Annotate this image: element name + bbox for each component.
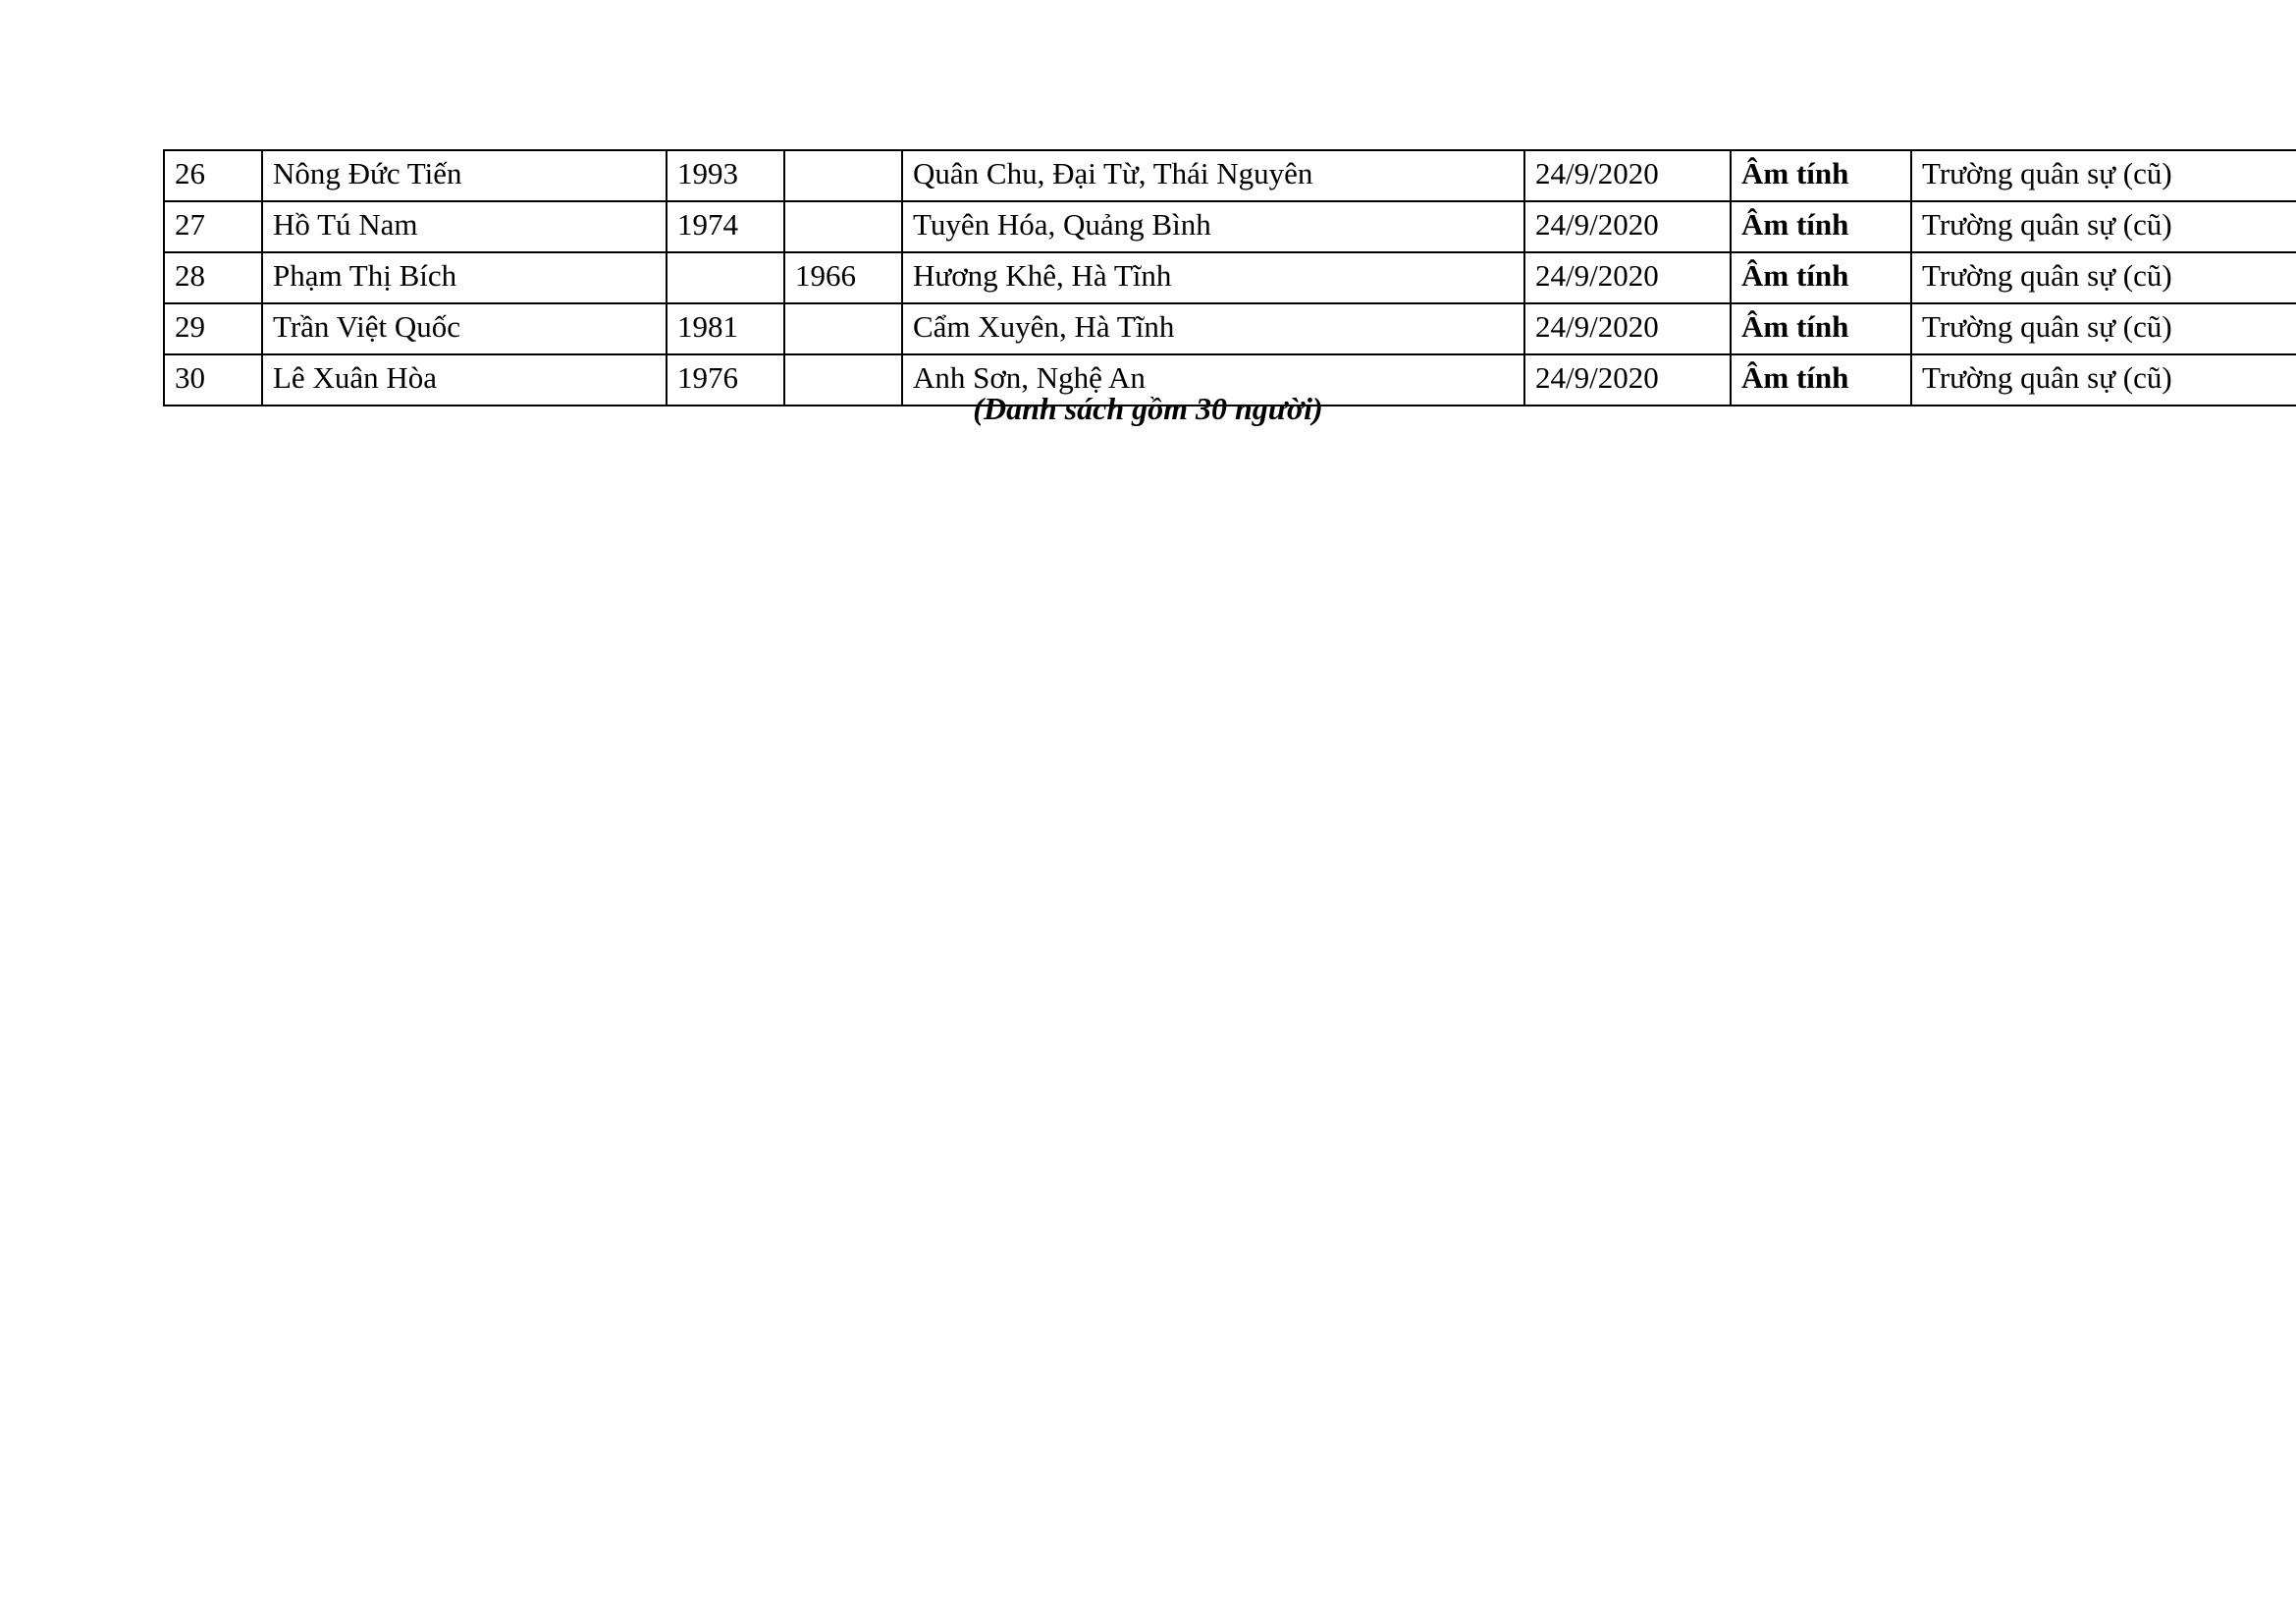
- cell-result: Âm tính: [1731, 303, 1911, 354]
- cell-year-birth: [667, 252, 784, 303]
- cell-result: Âm tính: [1731, 150, 1911, 201]
- cell-name: Nông Đức Tiến: [262, 150, 667, 201]
- cell-note: Trường quân sự (cũ): [1911, 201, 2296, 252]
- cell-address: Quân Chu, Đại Từ, Thái Nguyên: [902, 150, 1524, 201]
- cell-address: Cẩm Xuyên, Hà Tĩnh: [902, 303, 1524, 354]
- cell-stt: 29: [164, 303, 262, 354]
- cell-stt: 30: [164, 354, 262, 406]
- cell-year-birth: 1993: [667, 150, 784, 201]
- cell-year-birth-alt: 1966: [784, 252, 902, 303]
- cell-address: Hương Khê, Hà Tĩnh: [902, 252, 1524, 303]
- cell-address: Tuyên Hóa, Quảng Bình: [902, 201, 1524, 252]
- cell-result: Âm tính: [1731, 252, 1911, 303]
- cell-year-birth-alt: [784, 150, 902, 201]
- table-body: [164, 150, 2296, 406]
- cell-date: 24/9/2020: [1524, 201, 1731, 252]
- cell-year-birth: 1976: [667, 354, 784, 406]
- cell-stt: 26: [164, 150, 262, 201]
- table-row: [164, 252, 2296, 303]
- cell-note: Trường quân sự (cũ): [1911, 150, 2296, 201]
- cell-note: Trường quân sự (cũ): [1911, 252, 2296, 303]
- cell-stt: 27: [164, 201, 262, 252]
- cell-date: 24/9/2020: [1524, 150, 1731, 201]
- list-total-note: (Danh sách gồm 30 người): [973, 391, 1323, 426]
- cell-name: Hồ Tú Nam: [262, 201, 667, 252]
- cell-year-birth: 1981: [667, 303, 784, 354]
- cell-name: Lê Xuân Hòa: [262, 354, 667, 406]
- cell-year-birth-alt: [784, 201, 902, 252]
- cell-stt: 28: [164, 252, 262, 303]
- cell-date: 24/9/2020: [1524, 252, 1731, 303]
- cell-name: Trần Việt Quốc: [262, 303, 667, 354]
- cell-note: Trường quân sự (cũ): [1911, 303, 2296, 354]
- cell-date: 24/9/2020: [1524, 354, 1731, 406]
- table-row: [164, 303, 2296, 354]
- table-row: [164, 201, 2296, 252]
- cell-address: Anh Sơn, Nghệ An: [902, 354, 1524, 406]
- cell-date: 24/9/2020: [1524, 303, 1731, 354]
- cell-result: Âm tính: [1731, 354, 1911, 406]
- patient-list-table: [163, 149, 2296, 406]
- cell-year-birth: 1974: [667, 201, 784, 252]
- cell-result: Âm tính: [1731, 201, 1911, 252]
- cell-year-birth-alt: [784, 303, 902, 354]
- cell-name: Phạm Thị Bích: [262, 252, 667, 303]
- cell-note: Trường quân sự (cũ): [1911, 354, 2296, 406]
- table-row: [164, 150, 2296, 201]
